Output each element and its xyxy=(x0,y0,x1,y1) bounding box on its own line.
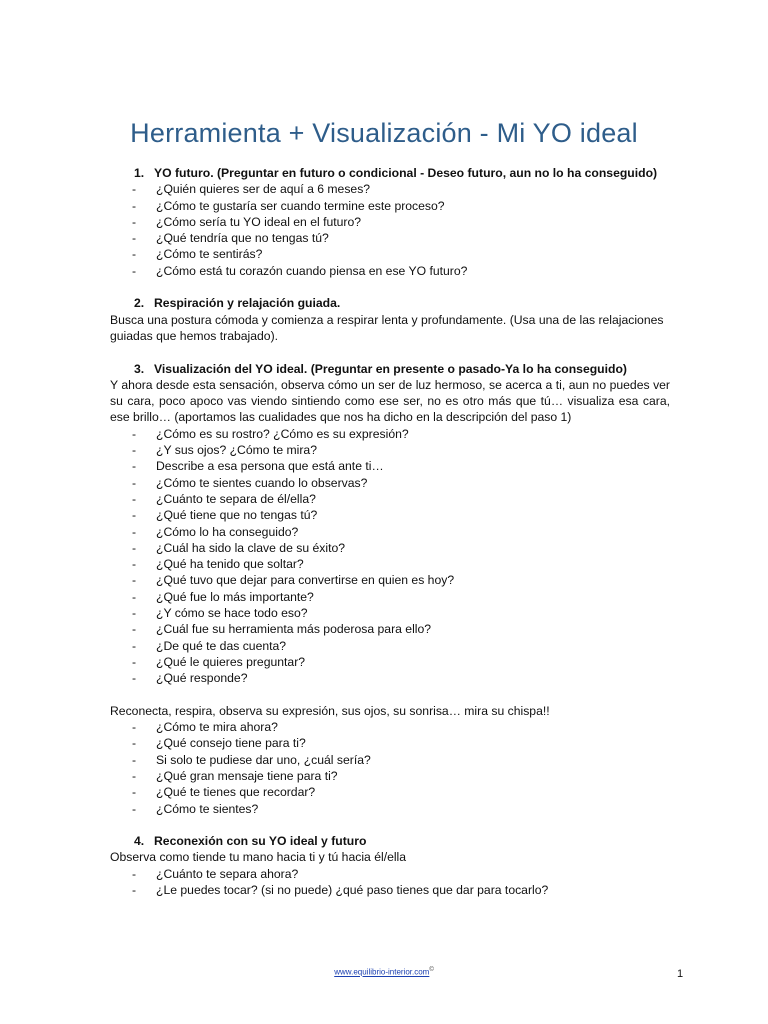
bullet-marker: - xyxy=(132,883,137,898)
list-item xyxy=(110,426,670,442)
list-item-text: ¿Cómo te gustaría ser cuando termine este proceso? xyxy=(156,198,445,213)
bullet-marker: - xyxy=(132,247,137,262)
section-1-heading xyxy=(110,165,670,181)
list-item-text: ¿Qué le quieres preguntar? xyxy=(156,654,306,669)
bullet-marker: - xyxy=(132,459,137,474)
list-item xyxy=(110,801,670,817)
bullet-marker: - xyxy=(132,557,137,572)
bullet-marker: - xyxy=(132,720,137,735)
bullet-marker: - xyxy=(132,801,137,816)
bullet-marker: - xyxy=(132,198,137,213)
bullet-marker: - xyxy=(132,622,137,637)
footer xyxy=(0,967,768,977)
copyright-symbol: © xyxy=(429,967,434,973)
list-item xyxy=(110,507,670,523)
list-item-text: ¿Qué tendría que no tengas tú? xyxy=(156,231,329,246)
list-item xyxy=(110,752,670,768)
list-item-text: Describe a esa persona que está ante ti… xyxy=(156,459,384,474)
bullet-marker: - xyxy=(132,426,137,441)
list-item-text: ¿Qué te tienes que recordar? xyxy=(156,785,316,800)
list-item xyxy=(110,491,670,507)
list-item xyxy=(110,719,670,735)
list-item-text: ¿Cuánto te separa ahora? xyxy=(156,866,299,881)
list-item xyxy=(110,475,670,491)
list-item xyxy=(110,866,670,882)
list-item-text: ¿De qué te das cuenta? xyxy=(156,638,287,653)
bullet-marker: - xyxy=(132,231,137,246)
list-item-text: ¿Qué gran mensaje tiene para ti? xyxy=(156,768,338,783)
list-item xyxy=(110,654,670,670)
list-item-text: ¿Cómo está tu corazón cuando piensa en ese YO futuro? xyxy=(156,263,468,278)
list-item-text: ¿Y sus ojos? ¿Cómo te mira? xyxy=(156,443,317,458)
section-2-heading xyxy=(110,295,670,311)
section-3-followup-paragraph: Reconecta, respira, observa su expresión, sus ojos, su sonrisa… mira su chispa!! xyxy=(110,703,550,718)
bullet-marker: - xyxy=(132,443,137,458)
list-item-text: Si solo te pudiese dar uno, ¿cuál sería? xyxy=(156,752,371,767)
section-3-bullets xyxy=(110,426,670,687)
bullet-marker: - xyxy=(132,752,137,767)
section-3-heading xyxy=(110,361,670,377)
list-item xyxy=(110,246,670,262)
section-title: Respiración y relajación guiada. xyxy=(154,296,341,311)
list-item xyxy=(110,442,670,458)
list-item-text: ¿Cuál fue su herramienta más poderosa para ello? xyxy=(156,622,432,637)
section-title: Reconexión con su YO ideal y futuro xyxy=(154,834,367,849)
list-item xyxy=(110,784,670,800)
section-4-paragraph: Observa como tiende tu mano hacia ti y tú hacia él/ella xyxy=(110,850,407,865)
bullet-marker: - xyxy=(132,182,137,197)
list-item xyxy=(110,735,670,751)
section-2-paragraph: Busca una postura cómoda y comienza a respirar lenta y profundamente. (Usa una de las relajaciones guiadas que hemos trabajado). xyxy=(110,312,664,343)
bullet-marker: - xyxy=(132,491,137,506)
section-4-heading xyxy=(110,833,670,849)
list-item xyxy=(110,556,670,572)
bullet-marker: - xyxy=(132,524,137,539)
list-item xyxy=(110,458,670,474)
section-3-paragraph: Y ahora desde esta sensación, observa cómo un ser de luz hermoso, se acerca a ti, aun no puedes ver su cara, poco apoco vas viendo sintiendo como ese ser, no es otro más que tú… visualiza esa cara, ese brillo… (aportamos las cualidades que nos ha dicho en la descripción del paso 1) xyxy=(110,377,670,425)
list-item xyxy=(110,589,670,605)
document-body xyxy=(110,165,670,898)
list-item-text: ¿Qué tuvo que dejar para convertirse en quien es hoy? xyxy=(156,573,455,588)
bullet-marker: - xyxy=(132,654,137,669)
list-item xyxy=(110,230,670,246)
list-item-text: ¿Cómo es su rostro? ¿Cómo es su expresión? xyxy=(156,426,409,441)
list-item xyxy=(110,638,670,654)
section-number: 1. xyxy=(134,166,145,180)
list-item-text: ¿Qué tiene que no tengas tú? xyxy=(156,508,318,523)
section-number: 4. xyxy=(134,834,145,849)
list-item-text: ¿Qué responde? xyxy=(156,671,248,686)
list-item xyxy=(110,214,670,230)
bullet-marker: - xyxy=(132,540,137,555)
bullet-marker: - xyxy=(132,214,137,229)
section-title: Visualización del YO ideal. (Preguntar en presente o pasado-Ya lo ha conseguido) xyxy=(154,361,627,376)
bullet-marker: - xyxy=(132,768,137,783)
list-item xyxy=(110,621,670,637)
list-item xyxy=(110,605,670,621)
section-number: 2. xyxy=(134,296,145,311)
list-item-text: ¿Cómo lo ha conseguido? xyxy=(156,524,299,539)
list-item xyxy=(110,198,670,214)
list-item xyxy=(110,768,670,784)
list-item-text: ¿Cuánto te separa de él/ella? xyxy=(156,491,316,506)
bullet-marker: - xyxy=(132,785,137,800)
bullet-marker: - xyxy=(132,573,137,588)
section-number: 3. xyxy=(134,361,145,376)
bullet-marker: - xyxy=(132,263,137,278)
bullet-marker: - xyxy=(132,508,137,523)
website-link[interactable]: www.equilibrio-interior.com xyxy=(334,967,430,977)
list-item xyxy=(110,263,670,279)
bullet-marker: - xyxy=(132,475,137,490)
list-item xyxy=(110,540,670,556)
list-item-text: ¿Qué consejo tiene para ti? xyxy=(156,736,306,751)
list-item-text: ¿Qué ha tenido que soltar? xyxy=(156,557,304,572)
list-item-text: ¿Cómo te sientes? xyxy=(156,801,259,816)
list-item-text: ¿Cómo te sentirás? xyxy=(156,247,263,262)
page-number: 1 xyxy=(677,968,684,980)
section-3-followup-bullets xyxy=(110,719,670,817)
bullet-marker: - xyxy=(132,606,137,621)
list-item xyxy=(110,670,670,686)
list-item-text: ¿Cómo sería tu YO ideal en el futuro? xyxy=(156,214,362,229)
section-4-bullets xyxy=(110,866,670,899)
list-item xyxy=(110,882,670,898)
list-item-text: ¿Y cómo se hace todo eso? xyxy=(156,606,308,621)
bullet-marker: - xyxy=(132,671,137,686)
list-item xyxy=(110,524,670,540)
page-title: Herramienta + Visualización - Mi YO ideal xyxy=(130,118,638,148)
list-item-text: ¿Cuál ha sido la clave de su éxito? xyxy=(156,540,346,555)
bullet-marker: - xyxy=(132,589,137,604)
list-item-text: ¿Cómo te mira ahora? xyxy=(156,720,278,735)
list-item xyxy=(110,572,670,588)
section-1-bullets xyxy=(110,181,670,279)
bullet-marker: - xyxy=(132,866,137,881)
list-item-text: ¿Cómo te sientes cuando lo observas? xyxy=(156,475,368,490)
list-item xyxy=(110,181,670,197)
bullet-marker: - xyxy=(132,736,137,751)
section-title: YO futuro. (Preguntar en futuro o condicional - Deseo futuro, aun no lo ha conseguido) xyxy=(154,166,658,180)
bullet-marker: - xyxy=(132,638,137,653)
list-item-text: ¿Le puedes tocar? (si no puede) ¿qué paso tienes que dar para tocarlo? xyxy=(156,883,549,898)
list-item-text: ¿Qué fue lo más importante? xyxy=(156,589,314,604)
list-item-text: ¿Quién quieres ser de aquí a 6 meses? xyxy=(156,182,371,197)
